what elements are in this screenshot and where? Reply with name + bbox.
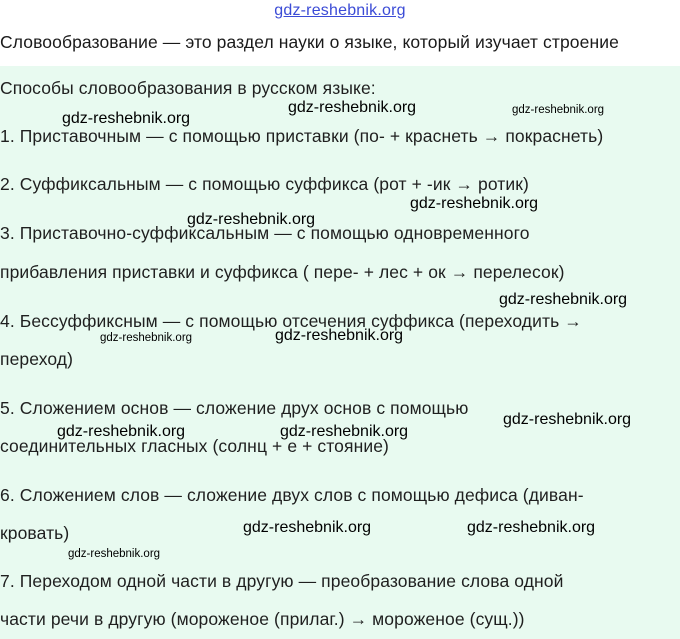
answer-heading: Способы словообразования в русском языке:: [0, 78, 376, 98]
watermark: gdz-reshebnik.org: [280, 423, 409, 440]
answer-line: 6. Сложением слов — сложение двух слов с помощью дефиса (диван-: [0, 485, 584, 505]
answer-line: 4. Бессуффиксным — с помощью отсечения суффикса (переходить →: [0, 311, 582, 331]
intro-text: Словообразование — это раздел науки о языке, который изучает строение: [0, 32, 619, 52]
answer-line: 7. Переходом одной части в другую — преобразование слова одной: [0, 571, 564, 591]
watermark: gdz-reshebnik.org: [62, 110, 191, 127]
answer-line: переход): [0, 349, 74, 369]
watermark: gdz-reshebnik.org: [503, 411, 632, 428]
watermark: gdz-reshebnik.org: [243, 519, 372, 536]
watermark: gdz-reshebnik.org: [467, 519, 596, 536]
answer-line: соединительных гласных (солнц + е + стояние): [0, 436, 389, 456]
watermark: gdz-reshebnik.org: [512, 104, 605, 116]
site-header: [0, 0, 680, 27]
watermark: gdz-reshebnik.org: [410, 195, 539, 212]
watermark: gdz-reshebnik.org: [187, 211, 316, 228]
answer-line: кровать): [0, 523, 70, 543]
watermark: gdz-reshebnik.org: [57, 423, 186, 440]
answer-line: прибавления приставки и суффикса ( пере- + лес + ок → перелесок): [0, 262, 565, 282]
answer-line: 2. Суффиксальным — с помощью суффикса (рот + -ик → ротик): [0, 174, 529, 194]
watermark: gdz-reshebnik.org: [499, 291, 628, 308]
answer-line: 1. Приставочным — с помощью приставки (по- + краснеть → покраснеть): [0, 126, 604, 146]
watermark: gdz-reshebnik.org: [68, 548, 161, 560]
watermark: gdz-reshebnik.org: [100, 332, 193, 344]
watermark: gdz-reshebnik.org: [275, 327, 404, 344]
answer-line: 3. Приставочно-суффиксальным — с помощью одновременного: [0, 223, 530, 243]
answer-line: части речи в другую (мороженое (прилаг.) → мороженое (сущ.)): [0, 609, 525, 629]
site-link[interactable]: gdz-reshebnik.org: [274, 2, 406, 19]
watermark: gdz-reshebnik.org: [288, 99, 417, 116]
answer-line: 5. Сложением основ — сложение друх основ с помощью: [0, 398, 469, 418]
